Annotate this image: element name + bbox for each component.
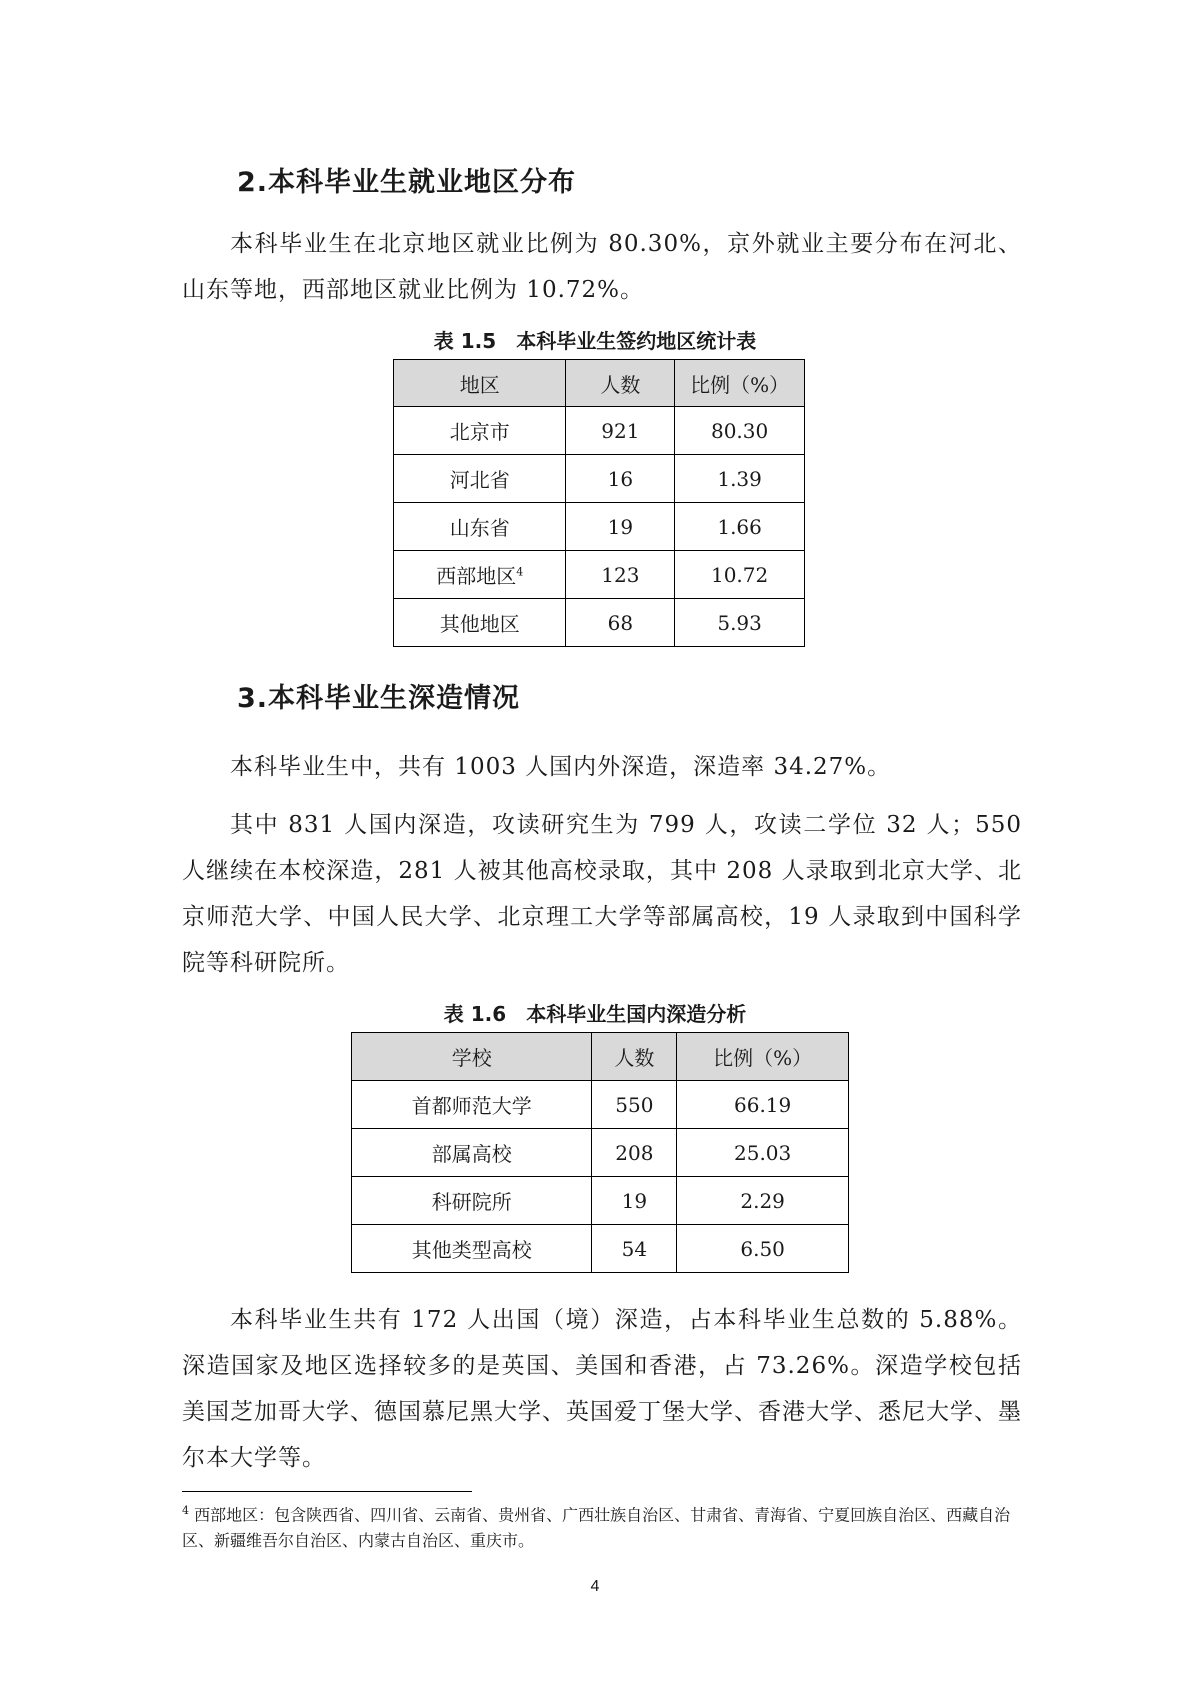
table-row bbox=[352, 1129, 849, 1177]
page-number: 4 bbox=[590, 1578, 600, 1595]
table15-cell-name: 北京市 bbox=[394, 407, 566, 455]
table15 bbox=[393, 359, 805, 647]
footnote bbox=[182, 1498, 1022, 1554]
table-row bbox=[352, 1177, 849, 1225]
table16-cell-count: 54 bbox=[592, 1225, 677, 1273]
table16-cell-name: 其他类型高校 bbox=[352, 1225, 592, 1273]
table15-header: 地区 bbox=[394, 360, 566, 407]
table15-header: 人数 bbox=[566, 360, 675, 407]
table16 bbox=[351, 1032, 849, 1273]
section3-heading: 3.本科毕业生深造情况 bbox=[237, 683, 521, 714]
table-row bbox=[394, 503, 805, 551]
table-row bbox=[394, 455, 805, 503]
table16-header: 比例（%） bbox=[677, 1033, 849, 1081]
table16-cell-pct: 66.19 bbox=[677, 1081, 849, 1129]
table16-cell-pct: 6.50 bbox=[677, 1225, 849, 1273]
section3-paragraph-1: 本科毕业生中，共有 1003 人国内外深造，深造率 34.27%。 bbox=[230, 754, 892, 780]
table16-header: 学校 bbox=[352, 1033, 592, 1081]
table-row bbox=[352, 1225, 849, 1273]
section2-paragraph: 本科毕业生在北京地区就业比例为 80.30%，京外就业主要分布在河北、山东等地，西部地区就业比例为 10.72%。 bbox=[182, 231, 1022, 303]
table16-caption: 表 1.6 本科毕业生国内深造分析 bbox=[443, 1002, 747, 1026]
footnote-mark: 4 bbox=[182, 1504, 189, 1517]
table16-header: 人数 bbox=[592, 1033, 677, 1081]
table-row bbox=[352, 1081, 849, 1129]
footnote-text: 西部地区：包含陕西省、四川省、云南省、贵州省、广西壮族自治区、甘肃省、青海省、宁夏回族自治区、西藏自治区、新疆维吾尔自治区、内蒙古自治区、重庆市。 bbox=[182, 1505, 1011, 1551]
section3-paragraph-3: 本科毕业生共有 172 人出国（境）深造，占本科毕业生总数的 5.88%。深造国家及地区选择较多的是英国、美国和香港，占 73.26%。深造学校包括美国芝加哥大学、德国慕尼黑大学、英国爱丁堡大学、香港大学、悉尼大学、墨尔本大学等。 bbox=[182, 1307, 1022, 1471]
footnote-reference[interactable]: 4 bbox=[516, 565, 524, 579]
table15-header-row bbox=[394, 360, 805, 407]
table16-cell-count: 19 bbox=[592, 1177, 677, 1225]
table15-cell-count: 19 bbox=[566, 503, 675, 551]
table15-cell-pct: 5.93 bbox=[675, 599, 805, 647]
table16-cell-count: 208 bbox=[592, 1129, 677, 1177]
table15-cell-pct: 1.39 bbox=[675, 455, 805, 503]
table15-cell-pct: 1.66 bbox=[675, 503, 805, 551]
table15-cell-count: 16 bbox=[566, 455, 675, 503]
table15-cell-pct: 80.30 bbox=[675, 407, 805, 455]
table-row bbox=[394, 599, 805, 647]
table15-cell-name: 山东省 bbox=[394, 503, 566, 551]
table16-cell-pct: 2.29 bbox=[677, 1177, 849, 1225]
table15-caption: 表 1.5 本科毕业生签约地区统计表 bbox=[433, 329, 757, 353]
table15-cell-name bbox=[394, 551, 566, 599]
table15-cell-name: 河北省 bbox=[394, 455, 566, 503]
table-row bbox=[394, 551, 805, 599]
table16-cell-name: 部属高校 bbox=[352, 1129, 592, 1177]
table16-cell-name: 首都师范大学 bbox=[352, 1081, 592, 1129]
table15-cell-count: 68 bbox=[566, 599, 675, 647]
table15-cell-name: 其他地区 bbox=[394, 599, 566, 647]
section3-paragraph-2: 其中 831 人国内深造，攻读研究生为 799 人，攻读二学位 32 人；550 人继续在本校深造，281 人被其他高校录取，其中 208 人录取到北京大学、北京师范大学、中国人民大学、北京理工大学等部属高校，19 人录取到中国科学院等科研院所。 bbox=[182, 812, 1022, 976]
table15-cell-count: 921 bbox=[566, 407, 675, 455]
section2-heading: 2.本科毕业生就业地区分布 bbox=[237, 167, 577, 198]
table16-cell-count: 550 bbox=[592, 1081, 677, 1129]
table15-header: 比例（%） bbox=[675, 360, 805, 407]
table15-cell-count: 123 bbox=[566, 551, 675, 599]
table16-cell-name: 科研院所 bbox=[352, 1177, 592, 1225]
table16-header-row bbox=[352, 1033, 849, 1081]
table15-cell-name-text: 西部地区 bbox=[436, 564, 517, 588]
table16-cell-pct: 25.03 bbox=[677, 1129, 849, 1177]
table-row bbox=[394, 407, 805, 455]
footnote-divider bbox=[182, 1491, 472, 1492]
table15-cell-pct: 10.72 bbox=[675, 551, 805, 599]
